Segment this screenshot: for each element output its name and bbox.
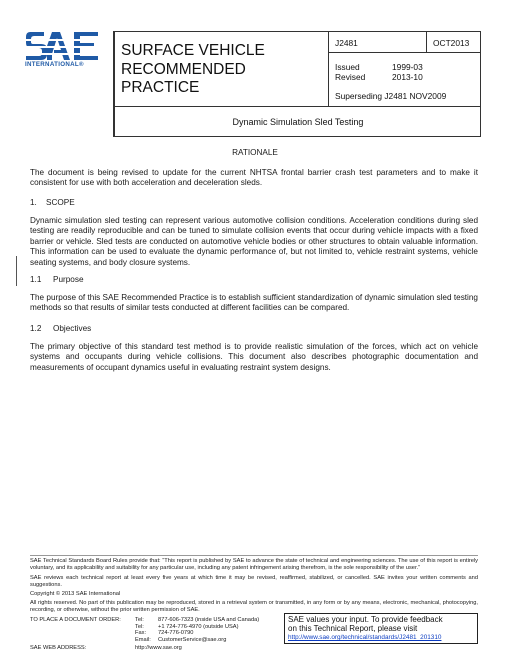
revision-margin-bar — [16, 256, 17, 286]
objectives-text: The primary objective of this standard test method is to provide realistic simulation of the forces, which act on vehicle systems and occupants during vehicle collisions. This document also describes photographic documentation and measurements of occupant dynamics useful in evaluating restraint system designs. — [30, 342, 478, 372]
doc-code: J2481 — [335, 38, 358, 48]
doc-date-box — [426, 31, 481, 53]
feedback-line2: on this Technical Report, please visit — [288, 623, 418, 633]
order-label: TO PLACE A DOCUMENT ORDER: — [30, 617, 121, 623]
doc-title-box — [113, 106, 481, 137]
doc-title: Dynamic Simulation Sled Testing — [232, 117, 364, 127]
rationale-text: The document is being revised to update for the current NHTSA frontal barrier crash test parameters and to make it consistent for use with both acceleration and deceleration sleds. — [30, 168, 478, 188]
footer-copyright: Copyright © 2013 SAE International — [30, 591, 121, 597]
footer-divider — [30, 555, 478, 556]
footer-review-note: SAE reviews each technical report at least every five years at which time it may be revised, reaffirmed, stabilized, or cancelled. SAE invites your written comments and suggestions. — [30, 575, 478, 588]
scope-text: Dynamic simulation sled testing can represent various automotive collision conditions. Acceleration conditions during sled testing are readily reproducible and can be tuned to simulate collision events that occur during vehicle impacts with a fixed barrier or vehicle. Sled tests are conducted on automotive vehicle bodies or other structures to obtain valuable information. This information can be used to evaluate the dynamic performance of, but not limited to, vehicle restraint systems, vehicle seating systems, and body closure systems. — [30, 216, 478, 267]
footer-rights: All rights reserved. No part of this publication may be reproduced, stored in a retrieval system or transmitted, in any form or by any means, electronic, mechanical, photocopying, recording, or otherwise, without the prior written permission of SAE. — [30, 600, 478, 613]
doc-type-line2: RECOMMENDED PRACTICE — [121, 61, 246, 96]
purpose-number: 1.1 — [30, 275, 42, 284]
purpose-heading: Purpose — [53, 275, 84, 284]
superseding-note: Superseding J2481 NOV2009 — [335, 91, 447, 101]
scope-heading: SCOPE — [46, 198, 75, 207]
doc-date-code: OCT2013 — [433, 38, 470, 48]
objectives-number: 1.2 — [30, 324, 42, 333]
footer-rules-note: SAE Technical Standards Board Rules provide that: “This report is published by SAE to advance the state of technical and engineering sciences. The use of this report is entirely voluntary, and its applicability and suitability for any particular use, including any patent infringement arising therefrom, is the sole responsibility of the user.” — [30, 558, 478, 571]
issued-label: Issued — [335, 62, 360, 72]
rationale-heading: RATIONALE — [232, 148, 278, 157]
doc-type-box — [113, 31, 329, 107]
scope-number: 1. — [30, 198, 37, 207]
issued-value: 1999-03 — [392, 62, 423, 72]
tel2-label: Tel: — [135, 623, 144, 630]
web-label: SAE WEB ADDRESS: — [30, 645, 87, 651]
revised-label: Revised — [335, 72, 366, 82]
tel-label: Tel: — [135, 617, 144, 623]
revised-value: 2013-10 — [392, 72, 423, 82]
feedback-link[interactable]: http://www.sae.org/technical/standards/J2481_201310 — [288, 634, 442, 641]
objectives-heading: Objectives — [53, 324, 92, 333]
email-label: Email: — [135, 636, 151, 643]
feedback-line1: SAE values your input. To provide feedback — [288, 615, 443, 624]
purpose-text: The purpose of this SAE Recommended Practice is to establish sufficient standardization of dynamic simulation sled testing methods so that results of similar tests conducted at different facilities can be compared. — [30, 293, 478, 313]
fax-label: Fax: — [135, 630, 147, 636]
sae-logo-subtitle: INTERNATIONAL® — [25, 61, 84, 68]
web-value: http://www.sae.org — [135, 645, 182, 651]
fax-value: 724-776-0790 — [158, 630, 194, 636]
tel2-value: +1 724-776-4970 (outside USA) — [158, 623, 239, 630]
doc-type-line1: SURFACE VEHICLE — [121, 42, 265, 59]
email-value: CustomerService@sae.org — [158, 636, 227, 643]
doc-code-box — [328, 31, 427, 53]
issue-info-box — [328, 52, 481, 107]
feedback-box — [284, 613, 478, 644]
tel-value: 877-606-7323 (inside USA and Canada) — [158, 617, 260, 623]
